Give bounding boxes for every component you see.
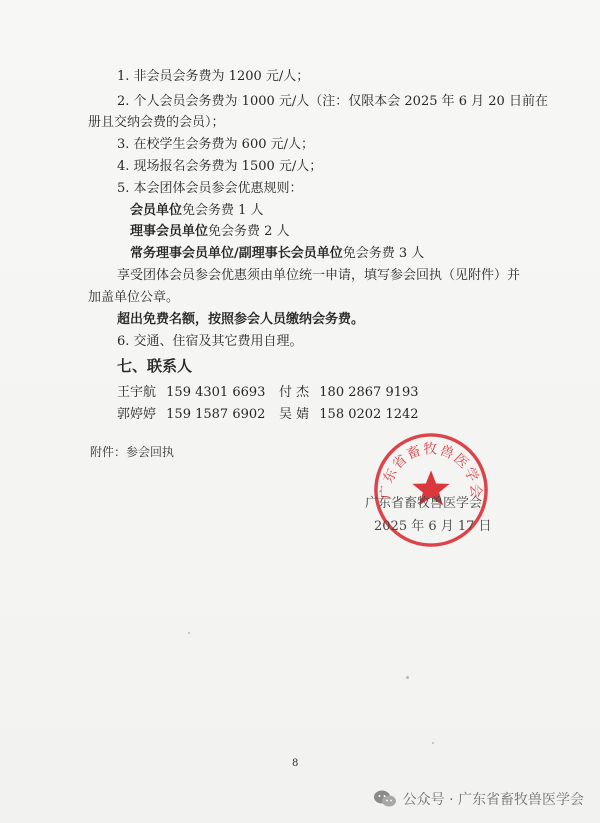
fee-line-6: 6. 交通、住宿及其它费用自理。: [117, 334, 303, 349]
fee-line-2b: 册且交纳会费的会员）；: [88, 115, 225, 130]
group-rule-3: [130, 245, 424, 263]
scan-speck: [188, 632, 190, 634]
contact-1-phone: 159 4301 6693: [166, 385, 266, 400]
footer-watermark: [373, 789, 584, 809]
exceed-note: 超出免费名额，按照参会人员缴纳会务费。: [117, 312, 365, 327]
fee-line-1: 1. 非会员会务费为 1200 元/人；: [117, 69, 310, 84]
fee-line-2a: 2. 个人会员会务费为 1000 元/人（注：仅限本会 2025 年 6 月 20 日前在: [117, 94, 548, 109]
contact-1-name: 王宇航: [117, 385, 157, 400]
scan-speck: [432, 742, 434, 744]
fee-line-3: 3. 在校学生会务费为 600 元/人；: [117, 137, 314, 152]
signature-date: 2025 年 6 月 17 日: [374, 519, 492, 534]
fee-line-4: 4. 现场报名会务费为 1500 元/人；: [117, 159, 323, 174]
group-rule-1: [130, 202, 264, 220]
contact-4-name: 吴 婧: [279, 407, 310, 422]
apply-note-a: 享受团体会员参会优惠须由单位统一申请，填写参会回执（见附件）并: [117, 268, 521, 283]
group-rule-3-benefit: 免会务费 3 人: [342, 246, 425, 261]
attachment-note: 附件：参会回执: [90, 445, 175, 459]
group-rule-2-type: 理事会员单位: [130, 224, 209, 239]
watermark-text: 公众号 · 广东省畜牧兽医学会: [402, 792, 584, 808]
contact-2-phone: 180 2867 9193: [319, 385, 419, 400]
contact-2: [279, 381, 419, 400]
group-rule-3-type: 常务理事会员单位/副理事长会员单位: [130, 246, 343, 261]
contacts-heading: 七、联系人: [117, 357, 193, 375]
group-rule-2: [130, 223, 290, 241]
scan-speck: [406, 676, 409, 679]
group-rule-2-benefit: 免会务费 2 人: [208, 224, 290, 239]
contact-3: [117, 403, 265, 422]
apply-note-b: 加盖单位公章。: [88, 290, 180, 305]
contact-3-phone: 159 1587 6902: [166, 407, 266, 422]
contact-1: [117, 381, 265, 400]
seal-text: 广东省畜牧兽医学会: [378, 441, 484, 500]
contact-3-name: 郭婷婷: [117, 407, 157, 422]
page-number: 8: [292, 758, 299, 769]
wechat-icon: [373, 789, 397, 809]
signature-org: 广东省畜牧兽医学会: [365, 496, 483, 511]
contact-4: [279, 403, 419, 422]
group-rule-1-benefit: 免会务费 1 人: [182, 203, 264, 218]
contact-2-name: 付 杰: [279, 385, 310, 400]
group-rule-1-type: 会员单位: [130, 203, 183, 218]
fee-line-5: 5. 本会团体会员参会优惠规则：: [117, 181, 303, 196]
contact-4-phone: 158 0202 1242: [319, 407, 419, 422]
